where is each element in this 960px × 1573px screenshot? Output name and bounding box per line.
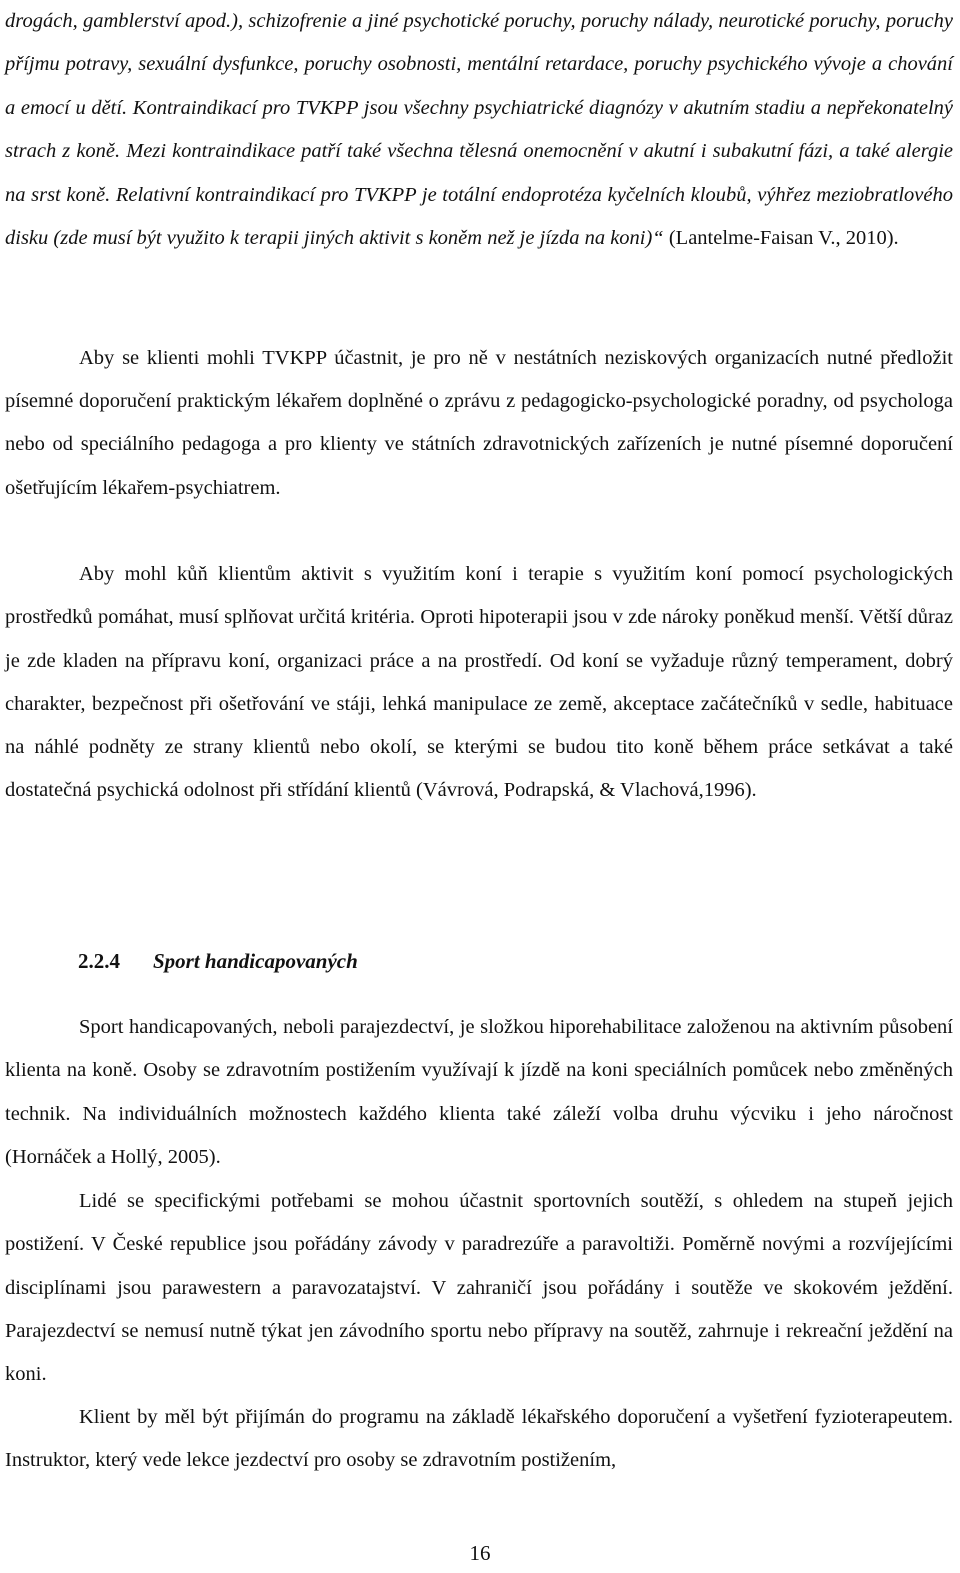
paragraph-client-admission [5,1396,953,1482]
paragraph-sport-handicapped [5,1006,953,1180]
paragraph-horse-criteria [5,553,953,813]
paragraph-competitions [5,1180,953,1396]
paragraph-text: Lidé se specifickými potřebami se mohou účastnit sportovních soutěží, s ohledem na stupeň jejich postižení. V České republice jsou pořádány závody v paradrezúře a paravoltiži. Poměrně novými a rozvíjejícími disciplínami jsou parawestern a paravozatajství. V zahraničí jsou pořádány i soutěže ve skokovém ježdění. Parajezdectví se nemusí nutně týkat jen závodního sportu nebo přípravy na soutěž, zahrnuje i rekreační ježdění na koni. [5,1190,953,1386]
section-heading [78,941,358,981]
page-number: 16 [469,1541,491,1565]
paragraph-contraindications [5,0,953,260]
section-title: Sport handicapovaných [153,949,358,973]
citation: (Lantelme-Faisan V., 2010). [663,227,899,250]
paragraph-referral [5,337,953,510]
paragraph-text: Sport handicapovaných, neboli parajezdectví, je složkou hiporehabilitace založenou na aktivním působení klienta na koně. Osoby se zdravotním postižením využívají k jízdě na koni speciálních pomůcek nebo změněných technik. Na individuálních možnostech každého klienta také záleží volba druhu výcviku i jeho náročnost (Hornáček a Hollý, 2005). [5,1016,953,1169]
paragraph-text: Aby se klienti mohli TVKPP účastnit, je pro ně v nestátních neziskových organizacích nutné předložit písemné doporučení praktickým lékařem doplněné o zprávu z pedagogicko-psychologické poradny, od psychologa nebo od speciálního pedagoga a pro klienty ve státních zdravotnických zařízeních je nutné písemné doporučení ošetřujícím lékařem-psychiatrem. [5,347,953,499]
section-number: 2.2.4 [78,949,120,973]
paragraph-text: Klient by měl být přijímán do programu na základě lékařského doporučení a vyšetření fyzioterapeutem. Instruktor, který vede lekce jezdectví pro osoby se zdravotním postižením, [5,1406,953,1472]
italic-quote: drogách, gamblerství apod.), schizofrenie a jiné psychotické poruchy, poruchy nálady, neurotické poruchy, poruchy příjmu potravy, sexuální dysfunkce, poruchy osobnosti, mentální retardace, poruchy psychického vývoje a chování a emocí u dětí. Kontraindikací pro TVKPP jsou všechny psychiatrické diagnózy v akutním stadiu a nepřekonatelný strach z koně. Mezi kontraindikace patří také všechna tělesná onemocnění v akutní i subakutní fázi, a také alergie na srst koně. Relativní kontraindikací pro TVKPP je totální endoprotéza kyčelních kloubů, výhřez meziobratlového disku (zde musí být využito k terapii jiných aktivit s koněm než je jízda na koni)“ [5,10,953,250]
paragraph-text: Aby mohl kůň klientům aktivit s využitím koní i terapie s využitím koní pomocí psychologických prostředků pomáhat, musí splňovat určitá kritéria. Oproti hipoterapii jsou v zde nároky poněkud menší. Větší důraz je zde kladen na přípravu koní, organizaci práce a na prostředí. Od koní se vyžaduje různý temperament, dobrý charakter, bezpečnost při ošetřování ve stáji, lehká manipulace ze země, akceptace začátečníků v sedle, habituace na náhlé podněty ze strany klientů nebo okolí, se kterými se budou tito koně během práce setkávat a také dostatečná psychická odolnost při střídání klientů (Vávrová, Podrapská, & Vlachová,1996). [5,563,953,802]
